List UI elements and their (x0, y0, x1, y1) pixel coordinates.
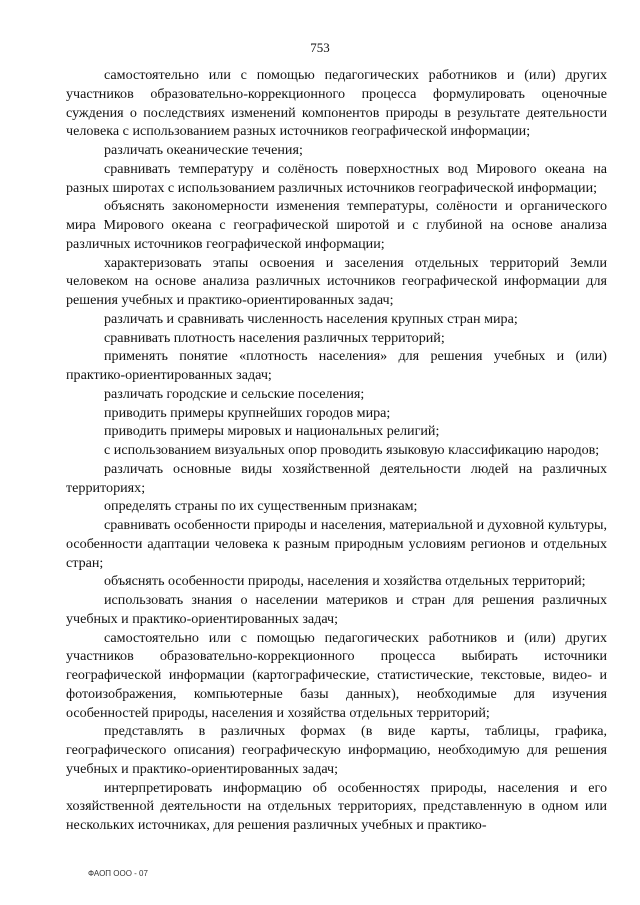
paragraph: различать океанические течения; (104, 142, 303, 158)
document-body (66, 66, 607, 835)
paragraph: самостоятельно или с помощью педагогических работников и (или) других участников образовательно-коррекционного процесса выбирать источники географической информации (картографические, статистические, текстовые, видео- и фотоизображения, компьютерные базы данных), необходимые для изучения особенностей природы, населения и хозяйства отдельных территорий; (66, 629, 607, 721)
paragraph: сравнивать особенности природы и населения, материальной и духовной культуры, особенности адаптации человека к разным природным условиям регионов и отдельных стран; (66, 517, 607, 571)
paragraph: различать городские и сельские поселения; (104, 385, 365, 402)
paragraph: определять страны по их существенным признакам; (104, 498, 418, 515)
paragraph: характеризовать этапы освоения и заселения отдельных территорий Земли человеком на основе анализа различных источников географической информации для решения учебных и практико-ориентированных задач; (66, 254, 607, 308)
paragraph: использовать знания о населении материков и стран для решения различных учебных и практико-ориентированных задач; (66, 592, 607, 627)
page-number: 753 (310, 40, 330, 55)
footer-document-code: ФАОП ООО - 07 (88, 869, 148, 878)
paragraph: объяснять особенности природы, населения и хозяйства отдельных территорий; (104, 573, 586, 590)
paragraph: самостоятельно или с помощью педагогических работников и (или) других участников образовательно-коррекционного процесса формулировать оценочные суждения о последствиях изменений компонентов природы в результате деятельности человека с использованием разных источников географической информации; (66, 67, 607, 140)
paragraph: сравнивать температуру и солёность поверхностных вод Мирового океана на разных широтах с использованием различных источников географической информации; (66, 160, 607, 196)
paragraph: применять понятие «плотность населения» для решения учебных и (или) практико-ориентированных задач; (66, 348, 607, 383)
paragraph: приводить примеры мировых и национальных религий; (104, 423, 440, 440)
paragraph: с использованием визуальных опор проводить языковую классификацию народов; (104, 442, 600, 458)
paragraph: различать основные виды хозяйственной деятельности людей на различных территориях; (66, 460, 607, 496)
paragraph: приводить примеры крупнейших городов мира; (104, 404, 391, 421)
paragraph: сравнивать плотность населения различных территорий; (104, 329, 445, 346)
paragraph: объяснять закономерности изменения температуры, солёности и органического мира Мирового океана с географической широтой и с глубиной на основе анализа различных источников географической информации; (66, 198, 607, 252)
paragraph: интерпретировать информацию об особенностях природы, населения и его хозяйственной деятельности на отдельных территориях, представленную в одном или нескольких источниках, для решения различных учебных и практико- (66, 779, 607, 833)
paragraph: представлять в различных формах (в виде карты, таблицы, графика, географического описания) географическую информацию, необходимую для решения учебных и практико-ориентированных задач; (66, 723, 607, 777)
paragraph: различать и сравнивать численность населения крупных стран мира; (104, 310, 518, 327)
